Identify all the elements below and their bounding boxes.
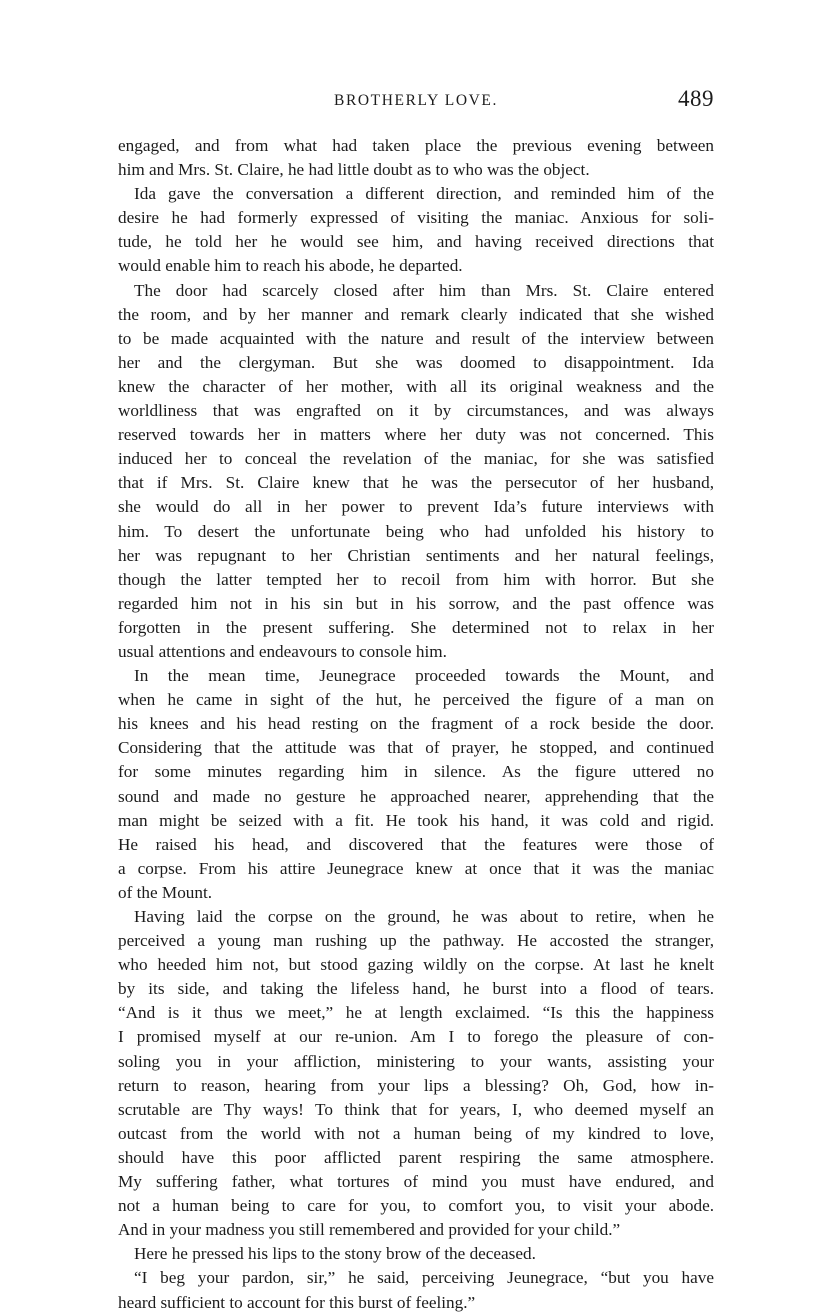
text-line: “And is it thus we meet,” he at length exclaimed. “Is this the happiness [118,1003,714,1023]
text-line: My suffering father, what tortures of mind you must have endured, and [118,1172,714,1192]
text-line: tude, he told her he would see him, and having received directions that [118,232,714,252]
text-line: forgotten in the present suffering. She determined not to relax in her [118,617,714,637]
text-line: that if Mrs. St. Claire knew that he was the persecutor of her husband, [118,473,714,493]
text-line: sound and made no gesture he approached nearer, apprehending that the [118,786,714,806]
running-title: BROTHERLY LOVE. [334,92,498,109]
text-line: his knees and his head resting on the fragment of a rock beside the door. [118,714,714,734]
page-header [118,86,714,118]
text-line: regarded him not in his sin but in his sorrow, and the past offence was [118,593,714,613]
text-line: scrutable are Thy ways! To think that for years, I, who deemed myself an [118,1099,714,1119]
text-line: who heeded him not, but stood gazing wildly on the corpse. At last he knelt [118,955,714,975]
text-line: not a human being to care for you, to comfort you, to visit your abode. [118,1196,714,1216]
text-line: soling you in your affliction, ministering to your wants, assisting your [118,1051,714,1071]
text-line: usual attentions and endeavours to console him. [118,641,447,661]
text-line: by its side, and taking the lifeless hand, he burst into a flood of tears. [118,979,714,999]
text-line: reserved towards her in matters where her duty was not concerned. This [118,425,714,445]
text-line: of the Mount. [118,882,213,902]
text-line: Considering that the attitude was that of prayer, he stopped, and continued [118,738,714,758]
text-line: him and Mrs. St. Claire, he had little doubt as to who was the object. [118,160,590,180]
text-line: him. To desert the unfortunate being who had unfolded his history to [118,521,714,541]
text-line: though the latter tempted her to recoil from him with horror. But she [118,569,714,589]
text-line: He raised his head, and discovered that the features were those of [118,834,714,854]
text-line: knew the character of her mother, with all its original weakness and the [118,376,714,396]
text-line: outcast from the world with not a human being of my kindred to love, [118,1123,714,1143]
text-line: man might be seized with a fit. He took his hand, it was cold and rigid. [118,810,714,830]
text-line: should have this poor afflicted parent respiring the same atmosphere. [118,1147,714,1167]
text-line: she would do all in her power to prevent Ida’s future interviews with [118,497,714,517]
text-line: And in your madness you still remembered and provided for your child.” [118,1220,621,1240]
text-line: desire he had formerly expressed of visiting the maniac. Anxious for soli- [118,208,714,228]
text-line: I promised myself at our re-union. Am I to forego the pleasure of con- [118,1027,714,1047]
text-line: would enable him to reach his abode, he departed. [118,256,463,276]
text-line: In the mean time, Jeunegrace proceeded towards the Mount, and [134,666,714,686]
text-line: her and the clergyman. But she was doomed to disappointment. Ida [118,352,714,372]
text-line: when he came in sight of the hut, he perceived the figure of a man on [118,690,714,710]
page-number: 489 [678,86,714,111]
text-line: The door had scarcely closed after him than Mrs. St. Claire entered [134,280,714,300]
text-line: “I beg your pardon, sir,” he said, perceiving Jeunegrace, “but you have [134,1268,714,1288]
text-line: Having laid the corpse on the ground, he was about to retire, when he [134,907,714,926]
text-line: her was repugnant to her Christian sentiments and her natural feelings, [118,545,714,565]
text-line: return to reason, hearing from your lips a blessing? Oh, God, how in- [118,1075,714,1095]
text-line: for some minutes regarding him in silence. As the figure uttered no [118,762,714,782]
text-line: engaged, and from what had taken place the previous evening between [118,136,714,155]
text-line: Here he pressed his lips to the stony brow of the deceased. [134,1244,536,1264]
text-line: perceived a young man rushing up the pathway. He accosted the stranger, [118,931,714,951]
text-line: worldliness that was engrafted on it by circumstances, and was always [118,401,714,421]
text-line: heard sufficient to account for this burst of feeling.” [118,1292,476,1312]
text-line: Ida gave the conversation a different direction, and reminded him of the [134,184,714,204]
text-line: a corpse. From his attire Jeunegrace knew at once that it was the maniac [118,858,714,878]
text-line: the room, and by her manner and remark clearly indicated that she wished [118,304,714,324]
text-line: induced her to conceal the revelation of the maniac, for she was satisfied [118,449,714,469]
body-text [118,134,714,1315]
text-line: to be made acquainted with the nature and result of the interview between [118,328,714,348]
